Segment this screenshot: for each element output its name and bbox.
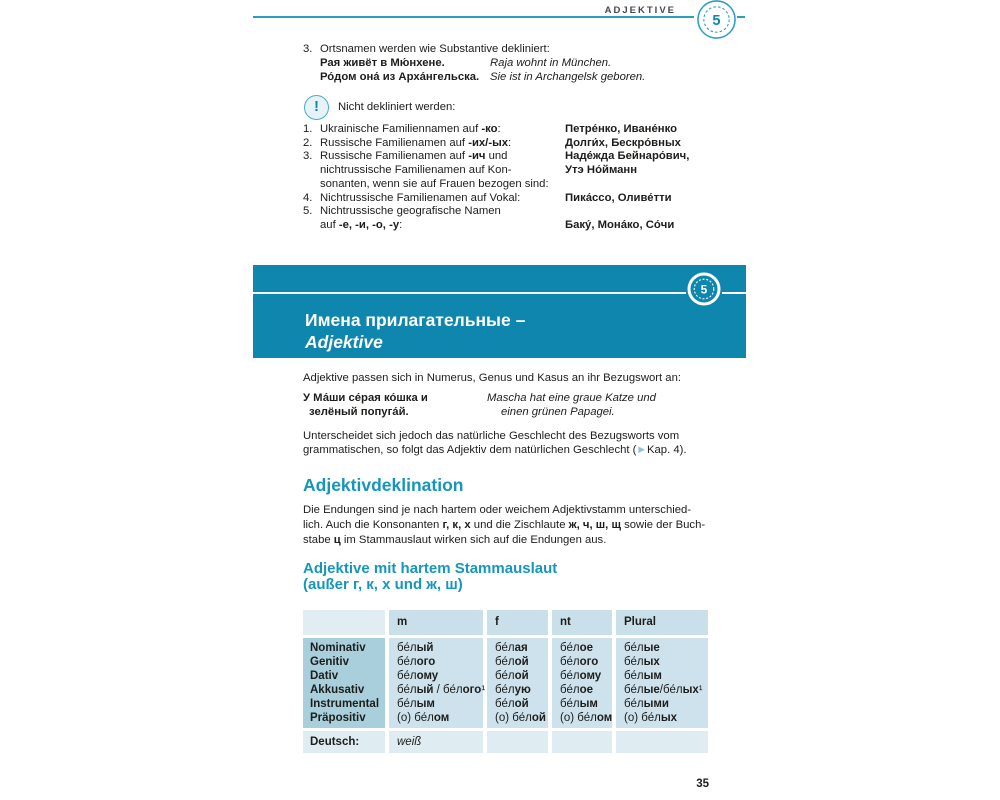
column-header-nt: nt (552, 610, 612, 635)
form: бе́лой (495, 697, 529, 710)
list-number (303, 178, 320, 192)
list-number (303, 164, 320, 178)
form: бе́лую (495, 683, 531, 696)
table-corner-cell (303, 610, 385, 635)
list-item (303, 178, 753, 192)
subsection-heading-line: Adjektive mit hartem Stammauslaut (303, 560, 558, 577)
forms-column-f (487, 638, 548, 728)
form: бе́лым (624, 669, 662, 682)
russian-examples: Петре́нко, Иване́нко (565, 123, 678, 135)
list-item (303, 150, 753, 164)
form: бе́лым (397, 697, 435, 710)
german-translation: Raja wohnt in München. (490, 57, 612, 70)
list-item (303, 123, 753, 137)
form: бе́лому (397, 669, 439, 682)
list-item (303, 219, 753, 233)
column-header-m: m (389, 610, 483, 635)
header-rule-right (737, 16, 745, 18)
list-number: 3. (303, 150, 313, 163)
form: бе́лое (560, 642, 593, 654)
form: бе́лая (495, 642, 528, 654)
form: бе́лых (624, 655, 660, 668)
agreement-example (303, 392, 753, 420)
form: бе́лые (624, 642, 660, 654)
form: бе́лый / бе́лого¹ (397, 683, 486, 696)
chapter-title (305, 309, 525, 353)
declension-table (303, 610, 708, 753)
column-header-plural: Plural (616, 610, 708, 635)
form: (о) бе́лом (560, 711, 613, 724)
forms-column-nt (552, 638, 612, 728)
subsection-heading (303, 561, 557, 593)
list-text: Ukrainische Familiennamen auf -ко: (320, 123, 501, 135)
list-text: auf -е, -и, -о, -у: (320, 218, 403, 231)
list-text: Russische Familienamen auf -ич und (320, 150, 508, 163)
form: бе́лым (560, 697, 598, 710)
case-label: Akkusativ (310, 683, 365, 696)
russian-examples: Утэ Но́йманн (565, 164, 638, 177)
russian-examples: Пика́ссо, Оливе́тти (565, 191, 672, 204)
running-header-title: ADJEKTIVE (604, 5, 676, 16)
ortsnamen-section (303, 42, 745, 85)
russian-examples (565, 178, 753, 192)
form: бе́лому (560, 669, 602, 682)
list-text: Nichtrussische Familienamen auf Vokal: (320, 191, 521, 204)
german-translation: Sie ist in Archangelsk geboren. (490, 71, 646, 84)
chapter-number: 5 (712, 12, 721, 29)
list-item (303, 137, 753, 151)
header-rule (253, 16, 694, 18)
paragraph-line: Unterscheidet sich jedoch das natürliche Geschlecht des Bezugsworts vom (303, 430, 680, 442)
form: бе́лое (560, 683, 593, 696)
list-text: Russische Familienamen auf -их/-ых: (320, 136, 512, 149)
exclamation-icon: ! (304, 95, 329, 120)
form: (о) бе́лой (495, 711, 546, 724)
example-row (303, 406, 753, 420)
geschlecht-paragraph (303, 429, 758, 457)
endungen-paragraph (303, 503, 763, 548)
list-text: sonanten, wenn sie auf Frauen bezogen sind: (320, 177, 549, 190)
russian-example: Рая живёт в Мю́нхене. (320, 57, 445, 70)
russian-examples: Баку́, Мона́ко, Со́чи (565, 218, 675, 231)
list-item (303, 164, 753, 178)
russian-examples: Наде́жда Бейнаро́вич, (565, 150, 690, 163)
forms-column-m (389, 638, 486, 728)
paragraph-line: grammatischen, so folgt das Adjektiv dem natürlichen Geschlecht ( ▶ Kap. 4). (303, 444, 687, 456)
banner-rule (722, 292, 746, 294)
list-number (303, 219, 320, 233)
russian-example: Ро́дом она́ из Арха́нгельска. (320, 71, 480, 84)
chapter-number-badge (696, 0, 737, 40)
chapter-title-russian: Имена прилагательные – (305, 310, 526, 330)
case-label: Dativ (310, 669, 339, 682)
deutsch-label: Deutsch: (303, 731, 385, 753)
form: бе́лый (397, 642, 434, 654)
case-label: Genitiv (310, 655, 349, 668)
russian-example: зелёный попуга́й. (309, 405, 409, 418)
chapter-banner (253, 265, 746, 358)
paragraph-line: stabe ц im Stammauslaut wirken sich auf die Endungen aus. (303, 534, 607, 546)
list-number: 2. (303, 136, 313, 149)
example-row (303, 56, 745, 70)
note (304, 95, 455, 120)
list-number: 3. (303, 43, 313, 55)
form: бе́лыми (624, 697, 669, 710)
deutsch-empty-cell (616, 731, 708, 753)
russian-example: У Ма́ши се́рая ко́шка и (303, 392, 428, 404)
list-text: Nichtrussische geografische Namen (320, 205, 501, 218)
paragraph-line: lich. Auch die Konsonanten г, к, х und die Zischlaute ж, ч, ш, щ sowie der Buch- (303, 519, 706, 531)
form: бе́лые/бе́лых¹ (624, 683, 703, 696)
form: (о) бе́лом (397, 711, 450, 724)
chapter-number: 5 (700, 282, 708, 297)
list-item (303, 205, 753, 219)
chapter-title-german: Adjektive (305, 332, 383, 352)
case-labels-column (303, 638, 385, 728)
list-item (303, 192, 753, 206)
deutsch-value: weiß (389, 731, 483, 753)
chapter-number-badge-banner (687, 272, 721, 306)
note-label: Nicht dekliniert werden: (338, 101, 456, 114)
banner-rule (253, 292, 686, 294)
page-number: 35 (696, 778, 709, 790)
russian-examples (565, 205, 753, 219)
german-translation: einen grünen Papagei. (501, 405, 615, 418)
form: (о) бе́лых (624, 711, 678, 724)
not-declined-list (303, 123, 753, 233)
column-header-f: f (487, 610, 548, 635)
case-label: Nominativ (310, 642, 366, 654)
form: бе́лой (495, 669, 529, 682)
case-label: Präpositiv (310, 711, 366, 724)
paragraph-line: Die Endungen sind je nach hartem oder weichem Adjektivstamm unterschied- (303, 504, 692, 516)
list-number: 1. (303, 123, 313, 135)
russian-examples: Долги́х, Бескро́вных (565, 136, 681, 149)
forms-column-plural (616, 638, 708, 728)
ortsnamen-title: Ortsnamen werden wie Substantive dekliniert: (320, 43, 550, 55)
example-row (303, 70, 745, 84)
section-heading: Adjektivdeklination (303, 475, 464, 495)
deutsch-empty-cell (487, 731, 548, 753)
example-row (303, 392, 753, 406)
intro-paragraph: Adjektive passen sich in Numerus, Genus und Kasus an ihr Bezugswort an: (303, 372, 682, 384)
subsection-heading-line: (außer г, к, х und ж, ш) (303, 576, 463, 593)
list-text: nichtrussische Familienamen auf Kon- (320, 164, 512, 177)
form: бе́лого (560, 655, 599, 668)
form: бе́лого (397, 655, 436, 668)
german-translation: Mascha hat eine graue Katze und (487, 392, 656, 404)
deutsch-empty-cell (552, 731, 612, 753)
case-label: Instrumental (310, 697, 380, 710)
form: бе́лой (495, 655, 529, 668)
list-number: 5. (303, 205, 313, 218)
list-number: 4. (303, 191, 313, 204)
